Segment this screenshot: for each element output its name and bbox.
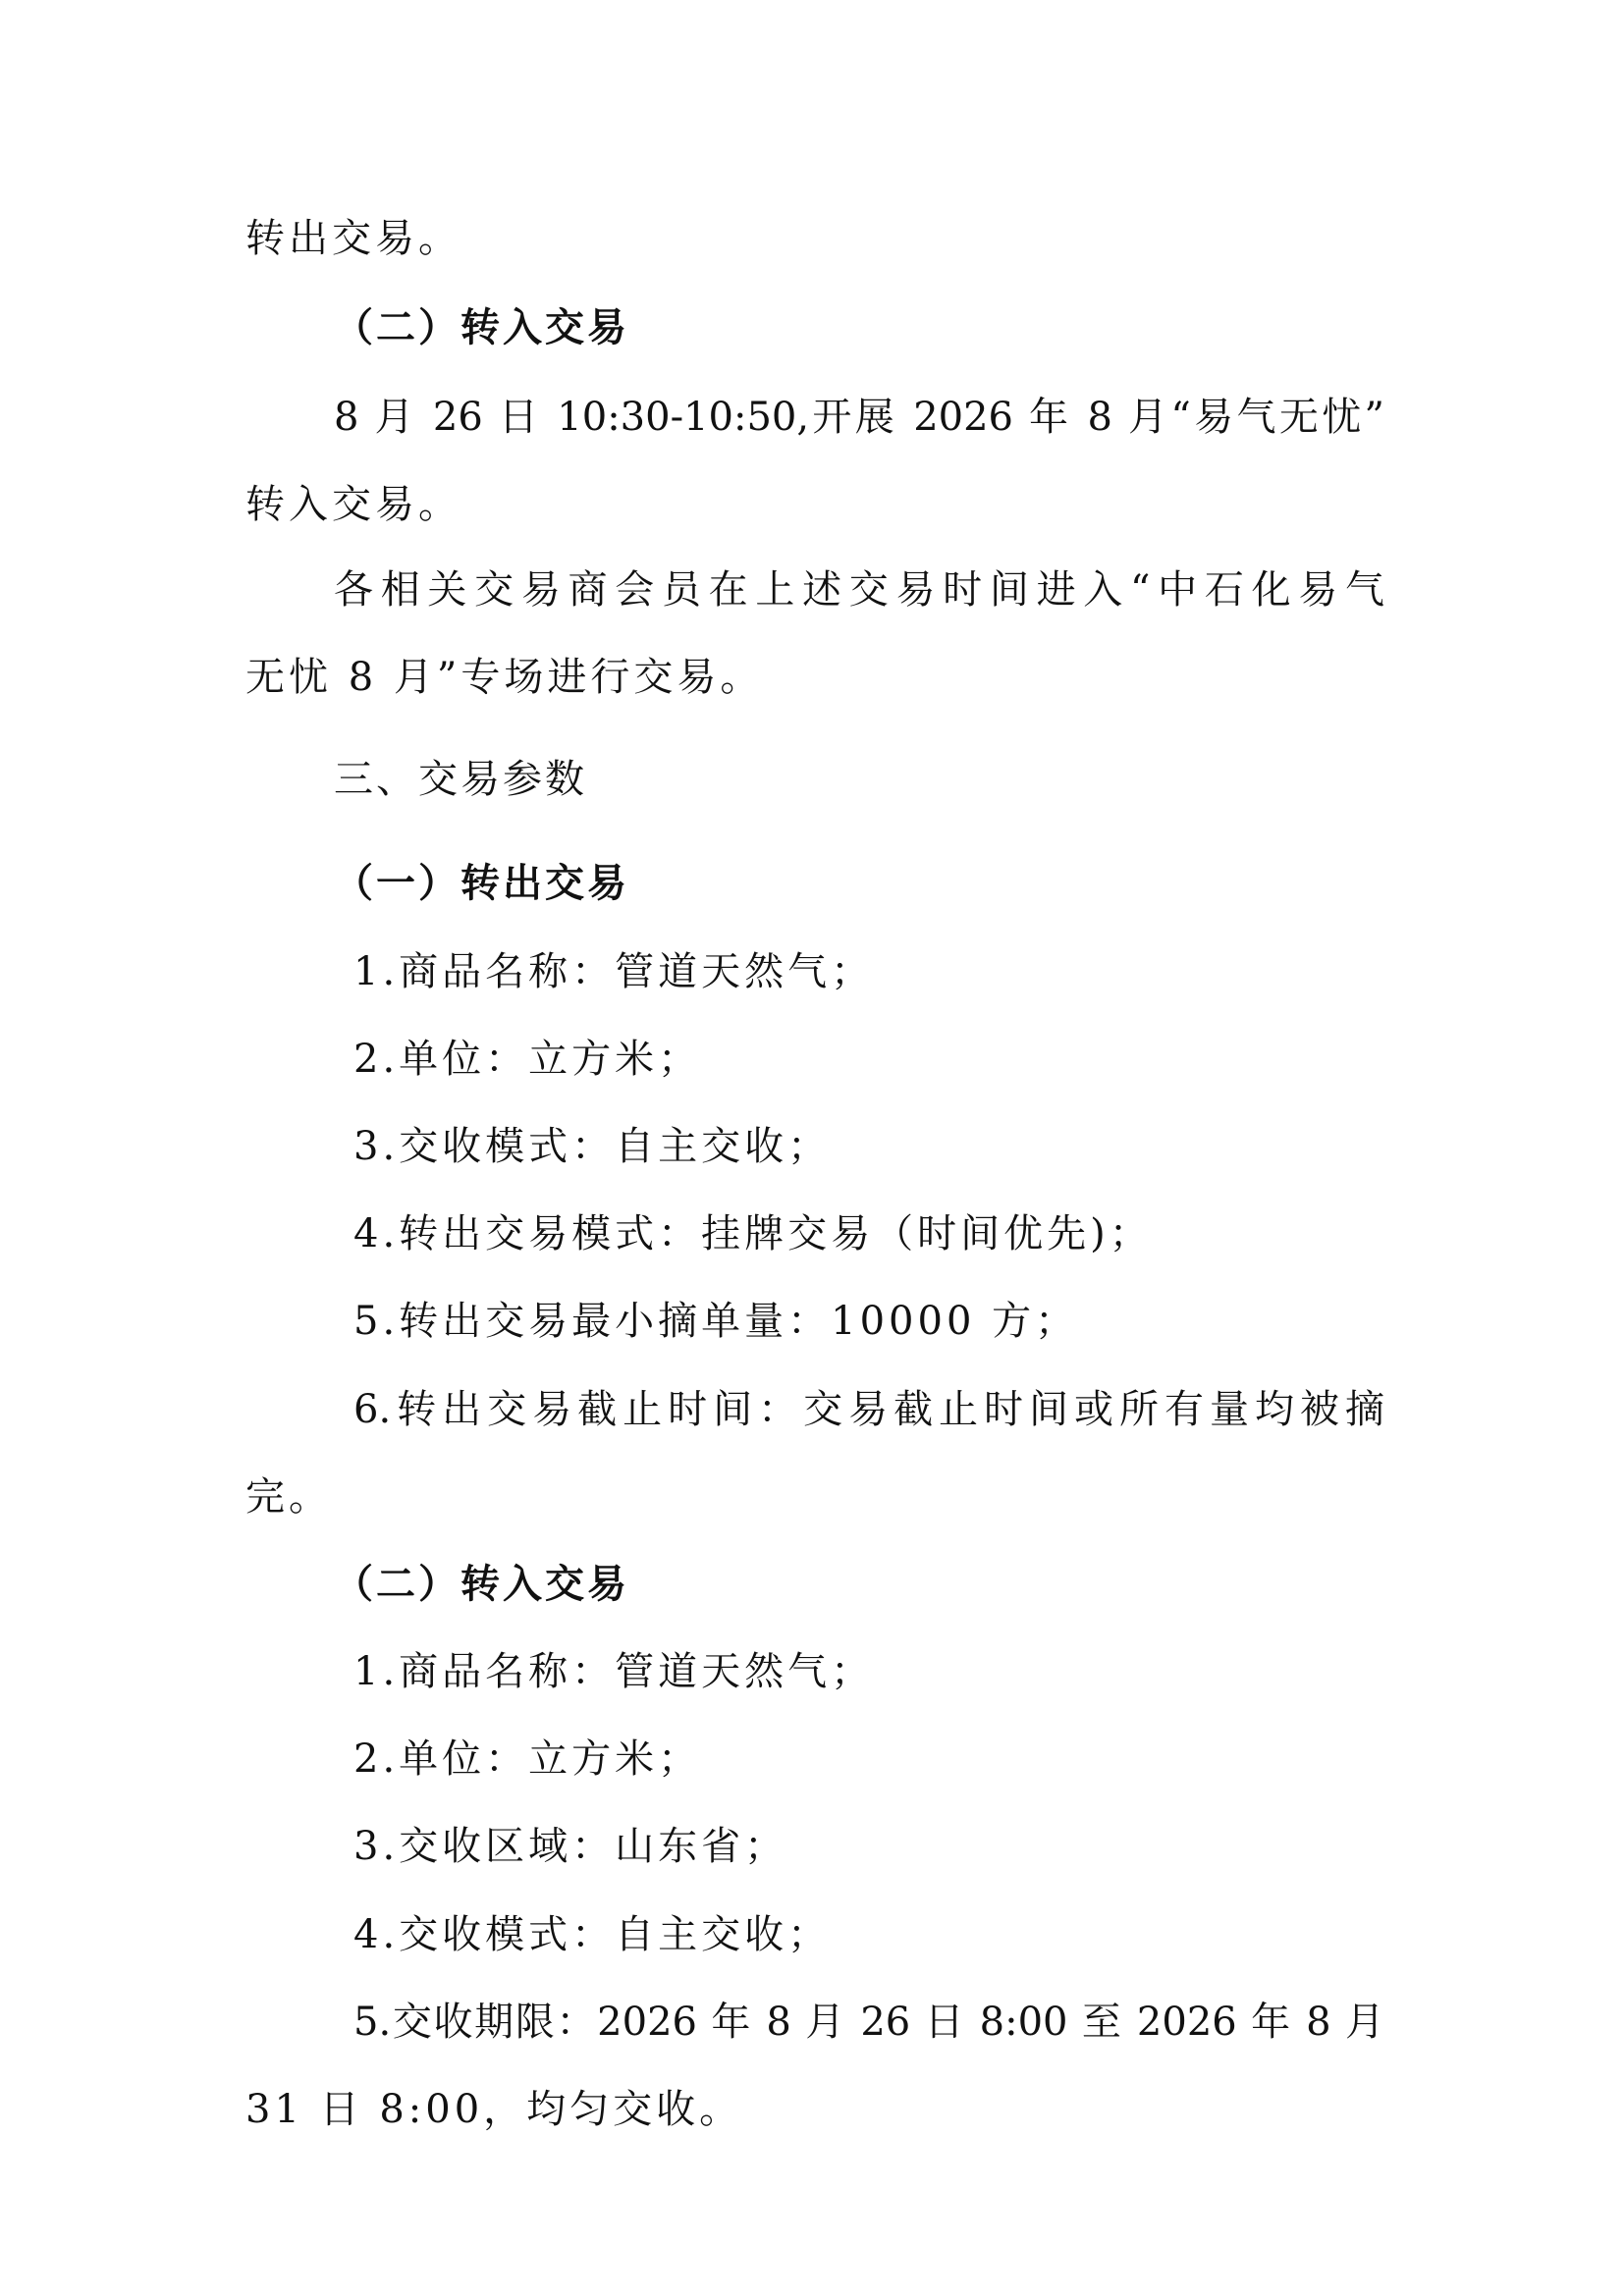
list-item: 4.转出交易模式：挂牌交易（时间优先)；	[353, 1211, 1153, 1256]
list-item: 6.转出交易截止时间：交易截止时间或所有量均被摘	[353, 1387, 1384, 1432]
list-item: 3.交收区域：山东省；	[353, 1824, 788, 1869]
paragraph-text-line: 转出交易。	[245, 216, 461, 261]
section-subheading: （二）转入交易	[334, 304, 629, 350]
paragraph-text-line: 各相关交易商会员在上述交易时间进入“中石化易气	[334, 567, 1384, 613]
list-item: 2.单位：立方米；	[353, 1736, 702, 1782]
section-subheading: （一）转出交易	[334, 860, 629, 906]
list-item: 2.单位：立方米；	[353, 1037, 702, 1082]
paragraph-text-line: 无忧 8 月”专场进行交易。	[245, 655, 764, 700]
list-item: 5.交收期限：2026 年 8 月 26 日 8:00 至 2026 年 8 月	[353, 2000, 1384, 2045]
paragraph-text-line: 转入交易。	[245, 482, 461, 527]
list-item: 3.交收模式：自主交收；	[353, 1124, 832, 1169]
list-item-continuation: 完。	[245, 1474, 332, 1520]
list-item: 5.转出交易最小摘单量：10000 方；	[353, 1299, 1079, 1344]
list-item: 1.商品名称：管道天然气；	[353, 1649, 875, 1694]
paragraph-text-line: 8 月 26 日 10:30-10:50,开展 2026 年 8 月“易气无忧”	[334, 395, 1384, 440]
section-heading: 三、交易参数	[334, 757, 587, 802]
list-item: 1.商品名称：管道天然气；	[353, 949, 875, 994]
list-item-continuation: 31 日 8:00，均匀交收。	[245, 2087, 743, 2132]
section-subheading: （二）转入交易	[334, 1561, 629, 1607]
list-item: 4.交收模式：自主交收；	[353, 1912, 832, 1957]
